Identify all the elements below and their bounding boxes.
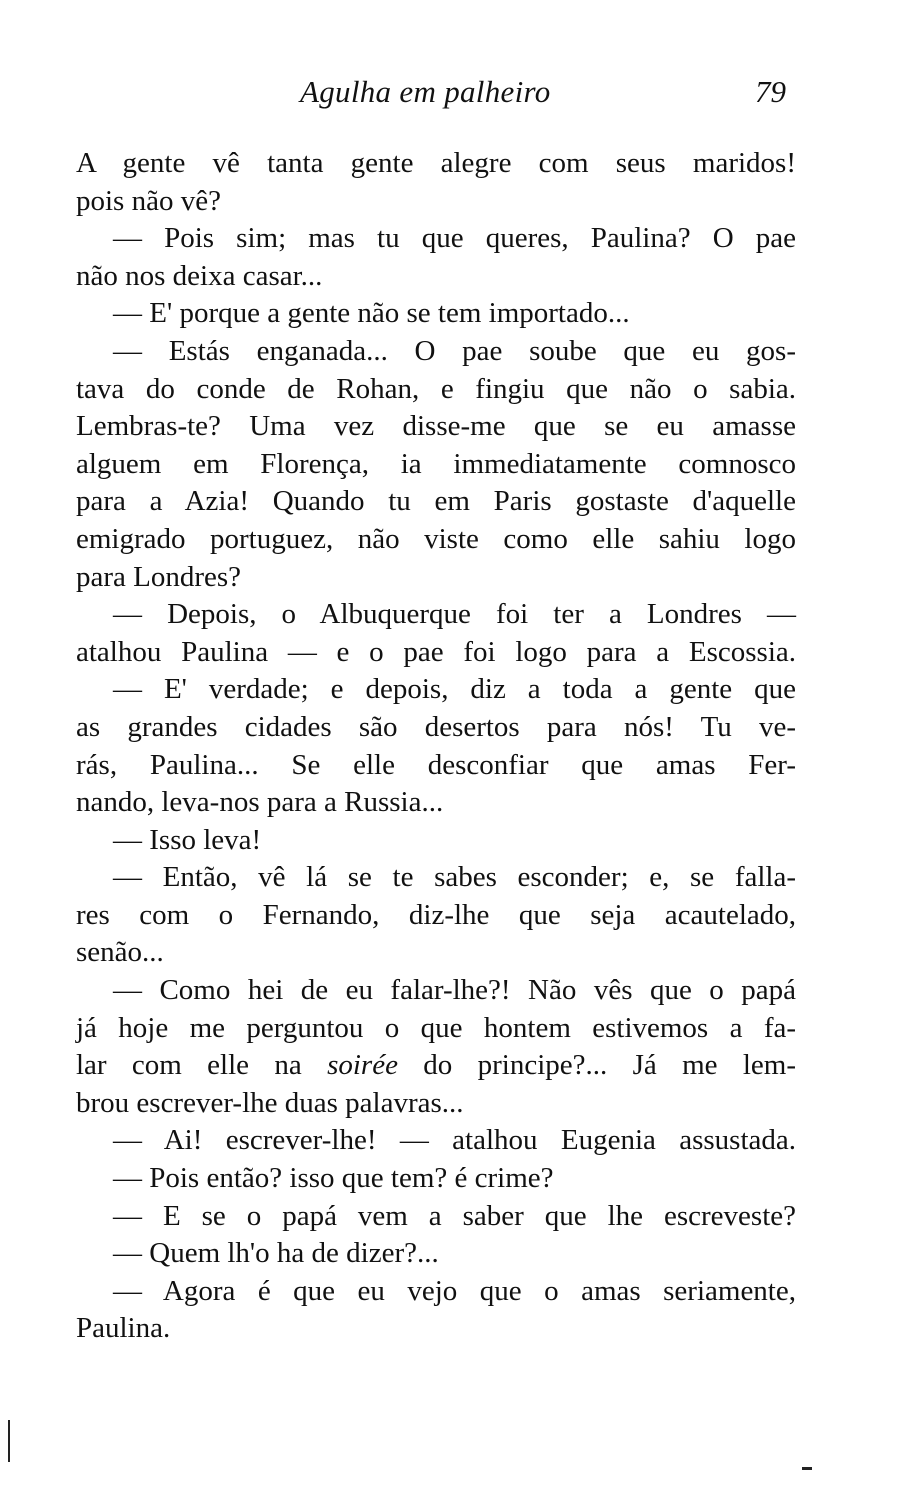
running-title: Agulha em palheiro (300, 74, 551, 109)
text-line: — Isso leva! (113, 823, 262, 856)
page-number: 79 (755, 74, 786, 109)
text-line: tava do conde de Rohan, e fingiu que não o sabia. (76, 372, 796, 405)
body-text (76, 145, 796, 1348)
text-line: nando, leva-nos para a Russia... (76, 786, 444, 819)
text-line: rás, Paulina... Se elle desconfiar que amas Fer- (76, 748, 796, 781)
text-line: — Pois então? isso que tem? é crime? (113, 1162, 554, 1195)
text-line: alguem em Florença, ia immediatamente comnosco (76, 447, 796, 480)
text-line: — Quem lh'o ha de dizer?... (113, 1237, 439, 1270)
text-line: as grandes cidades são desertos para nós! Tu ve- (76, 710, 796, 743)
text-line: lar com elle na soirée do principe?... Já me lem- (76, 1049, 796, 1082)
text-line: res com o Fernando, diz-lhe que seja acautelado, (76, 898, 796, 931)
text-line: pois não vê? (76, 184, 221, 217)
text-line: não nos deixa casar... (76, 259, 323, 292)
text-line: — E' porque a gente não se tem importado... (113, 297, 630, 330)
text-line: Paulina. (76, 1312, 171, 1345)
text-line: — Agora é que eu vejo que o amas seriamente, (113, 1274, 796, 1307)
text-line: — E' verdade; e depois, diz a toda a gente que (113, 673, 796, 706)
text-line: Lembras-te? Uma vez disse-me que se eu amasse (76, 410, 796, 443)
text-line: brou escrever-lhe duas palavras... (76, 1086, 464, 1119)
text-line: — Depois, o Albuquerque foi ter a Londres — (113, 598, 796, 631)
speck-mark (802, 1467, 812, 1470)
text-line: A gente vê tanta gente alegre com seus maridos! (76, 147, 796, 179)
text-line: para a Azia! Quando tu em Paris gostaste d'aquelle (76, 485, 796, 518)
text-line: — Pois sim; mas tu que queres, Paulina? O pae (113, 222, 796, 255)
text-line: emigrado portuguez, não viste como elle sahiu logo (76, 522, 796, 555)
text-line: — Ai! escrever-lhe! — atalhou Eugenia assustada. (113, 1124, 796, 1157)
text-line: — Estás enganada... O pae soube que eu gos- (113, 334, 796, 367)
text-line: atalhou Paulina — e o pae foi logo para a Escossia. (76, 635, 796, 668)
text-line: — Como hei de eu falar-lhe?! Não vês que o papá (113, 974, 796, 1007)
text-line: — Então, vê lá se te sabes esconder; e, se falla- (113, 861, 796, 894)
text-line: para Londres? (76, 560, 242, 593)
text-line: senão... (76, 936, 164, 969)
margin-mark (8, 1420, 10, 1462)
text-line: — E se o papá vem a saber que lhe escreveste? (113, 1199, 796, 1232)
text-line: já hoje me perguntou o que hontem estivemos a fa- (76, 1011, 796, 1044)
